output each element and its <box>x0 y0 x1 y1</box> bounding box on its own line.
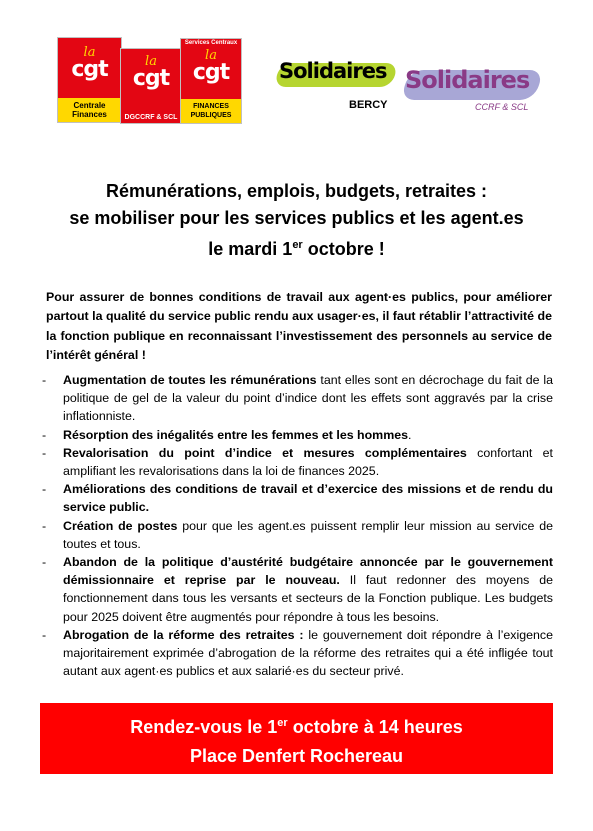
title-date-sup: er <box>292 239 303 251</box>
logo-subtitle: CCRF & SCL <box>475 102 529 112</box>
title-date-rest: octobre ! <box>302 239 385 259</box>
solidaires-ccrf-logo <box>403 64 543 124</box>
solidaires-bercy-logo <box>277 55 397 117</box>
page-title <box>40 178 553 263</box>
logo-la-text: la <box>83 45 96 60</box>
list-dash: - <box>42 427 47 442</box>
item-text: tant elles sont en décrochage du fait de la politique de gel de la valeur du point d’indice dont les effets sont aggravés par la crise inflationniste. <box>63 373 553 424</box>
banner-line-1 <box>40 709 553 742</box>
logo-la-text: la <box>205 48 217 63</box>
list-dash: - <box>42 627 47 642</box>
cgt-centrale-finances-logo <box>57 37 122 123</box>
logo-top-text: Services Centraux <box>184 40 238 46</box>
demands-list <box>40 371 553 680</box>
rendezvous-banner <box>40 703 553 774</box>
logo-word: Solidaires <box>279 59 387 83</box>
list-item <box>40 371 553 426</box>
item-bold-text: Création de postes <box>63 518 178 533</box>
logo-word: Solidaires <box>405 66 530 94</box>
list-dash: - <box>42 555 47 570</box>
list-dash: - <box>42 482 47 497</box>
item-text: Il faut redonner des moyens de fonctionnement dans tous les versants et secteurs de la Fonction publique. Les budgets pour 2025 doivent être augmentés pour répondre à tous les besoins. <box>63 573 553 624</box>
list-item <box>40 480 553 516</box>
item-text: le gouvernement doit répondre à l’exigence majoritairement exprimée d’abrogation de la réforme des retraites qui a été infligée tout autant aux agent·es publics et aux salarié·es du secteur privé. <box>63 627 553 679</box>
logo-cgt-text: cgt <box>132 66 170 91</box>
title-line-3 <box>40 232 553 263</box>
banner-time-text: octobre à 14 heures <box>287 717 463 737</box>
cgt-dgccrf-logo <box>120 48 182 124</box>
list-item <box>40 517 553 553</box>
item-bold-text: Augmentation de toutes les rémunérations <box>63 373 317 387</box>
banner-date-text: Rendez-vous le 1 <box>130 717 278 737</box>
title-line-2: se mobiliser pour les services publics et les agent.es <box>69 208 524 228</box>
item-bold-text: Améliorations des conditions de travail et d’exercice des missions et de rendu du service public. <box>63 482 553 515</box>
item-bold-text: Revalorisation du point d’indice et mesures complémentaires <box>63 445 467 460</box>
logo-subtitle: Centrale Finances <box>58 98 121 122</box>
logo-subtitle: BERCY <box>349 99 388 111</box>
logo-subtitle: DGCCRF & SCL <box>121 112 181 123</box>
list-dash: - <box>42 518 47 533</box>
banner-date-sup: er <box>277 717 288 729</box>
list-item <box>40 553 553 626</box>
list-dash: - <box>42 445 47 460</box>
logo-cgt-text: cgt <box>192 60 230 85</box>
list-dash: - <box>42 373 47 387</box>
title-date-text: le mardi 1 <box>208 239 293 259</box>
item-text: . <box>408 427 412 442</box>
list-item <box>40 426 553 444</box>
item-text: confortant et amplifiant les revalorisations dans la loi de finances 2025. <box>63 445 553 479</box>
cgt-finances-publiques-logo <box>180 38 242 124</box>
item-bold-text: Abrogation de la réforme des retraites : <box>63 627 304 642</box>
logo-subtitle: FINANCES PUBLIQUES <box>181 99 241 123</box>
list-item <box>40 626 553 681</box>
title-line-1: Rémunérations, emplois, budgets, retraites : <box>105 181 488 201</box>
item-text: pour que les agent.es puissent remplir leur mission au service de toutes et tous. <box>63 518 554 551</box>
banner-line-2: Place Denfert Rochereau <box>189 746 404 766</box>
logo-cgt-text: cgt <box>71 57 108 82</box>
item-bold-text: Résorption des inégalités entre les femmes et les hommes <box>63 427 408 442</box>
intro-paragraph: Pour assurer de bonnes conditions de travail aux agent·es publics, pour améliorer partout la qualité du service public rendu aux usager·es, il faut rétablir l’attractivité de la fonction publique en reconnaissant l’investissement des personnels au service de l’intérêt général ! <box>46 290 552 362</box>
list-item <box>40 444 553 480</box>
item-bold-text: Abandon de la politique d’austérité budgétaire annoncée par le gouvernement démissionnaire et reprise par le nouveau. <box>63 555 553 588</box>
logo-la-text: la <box>145 54 157 69</box>
